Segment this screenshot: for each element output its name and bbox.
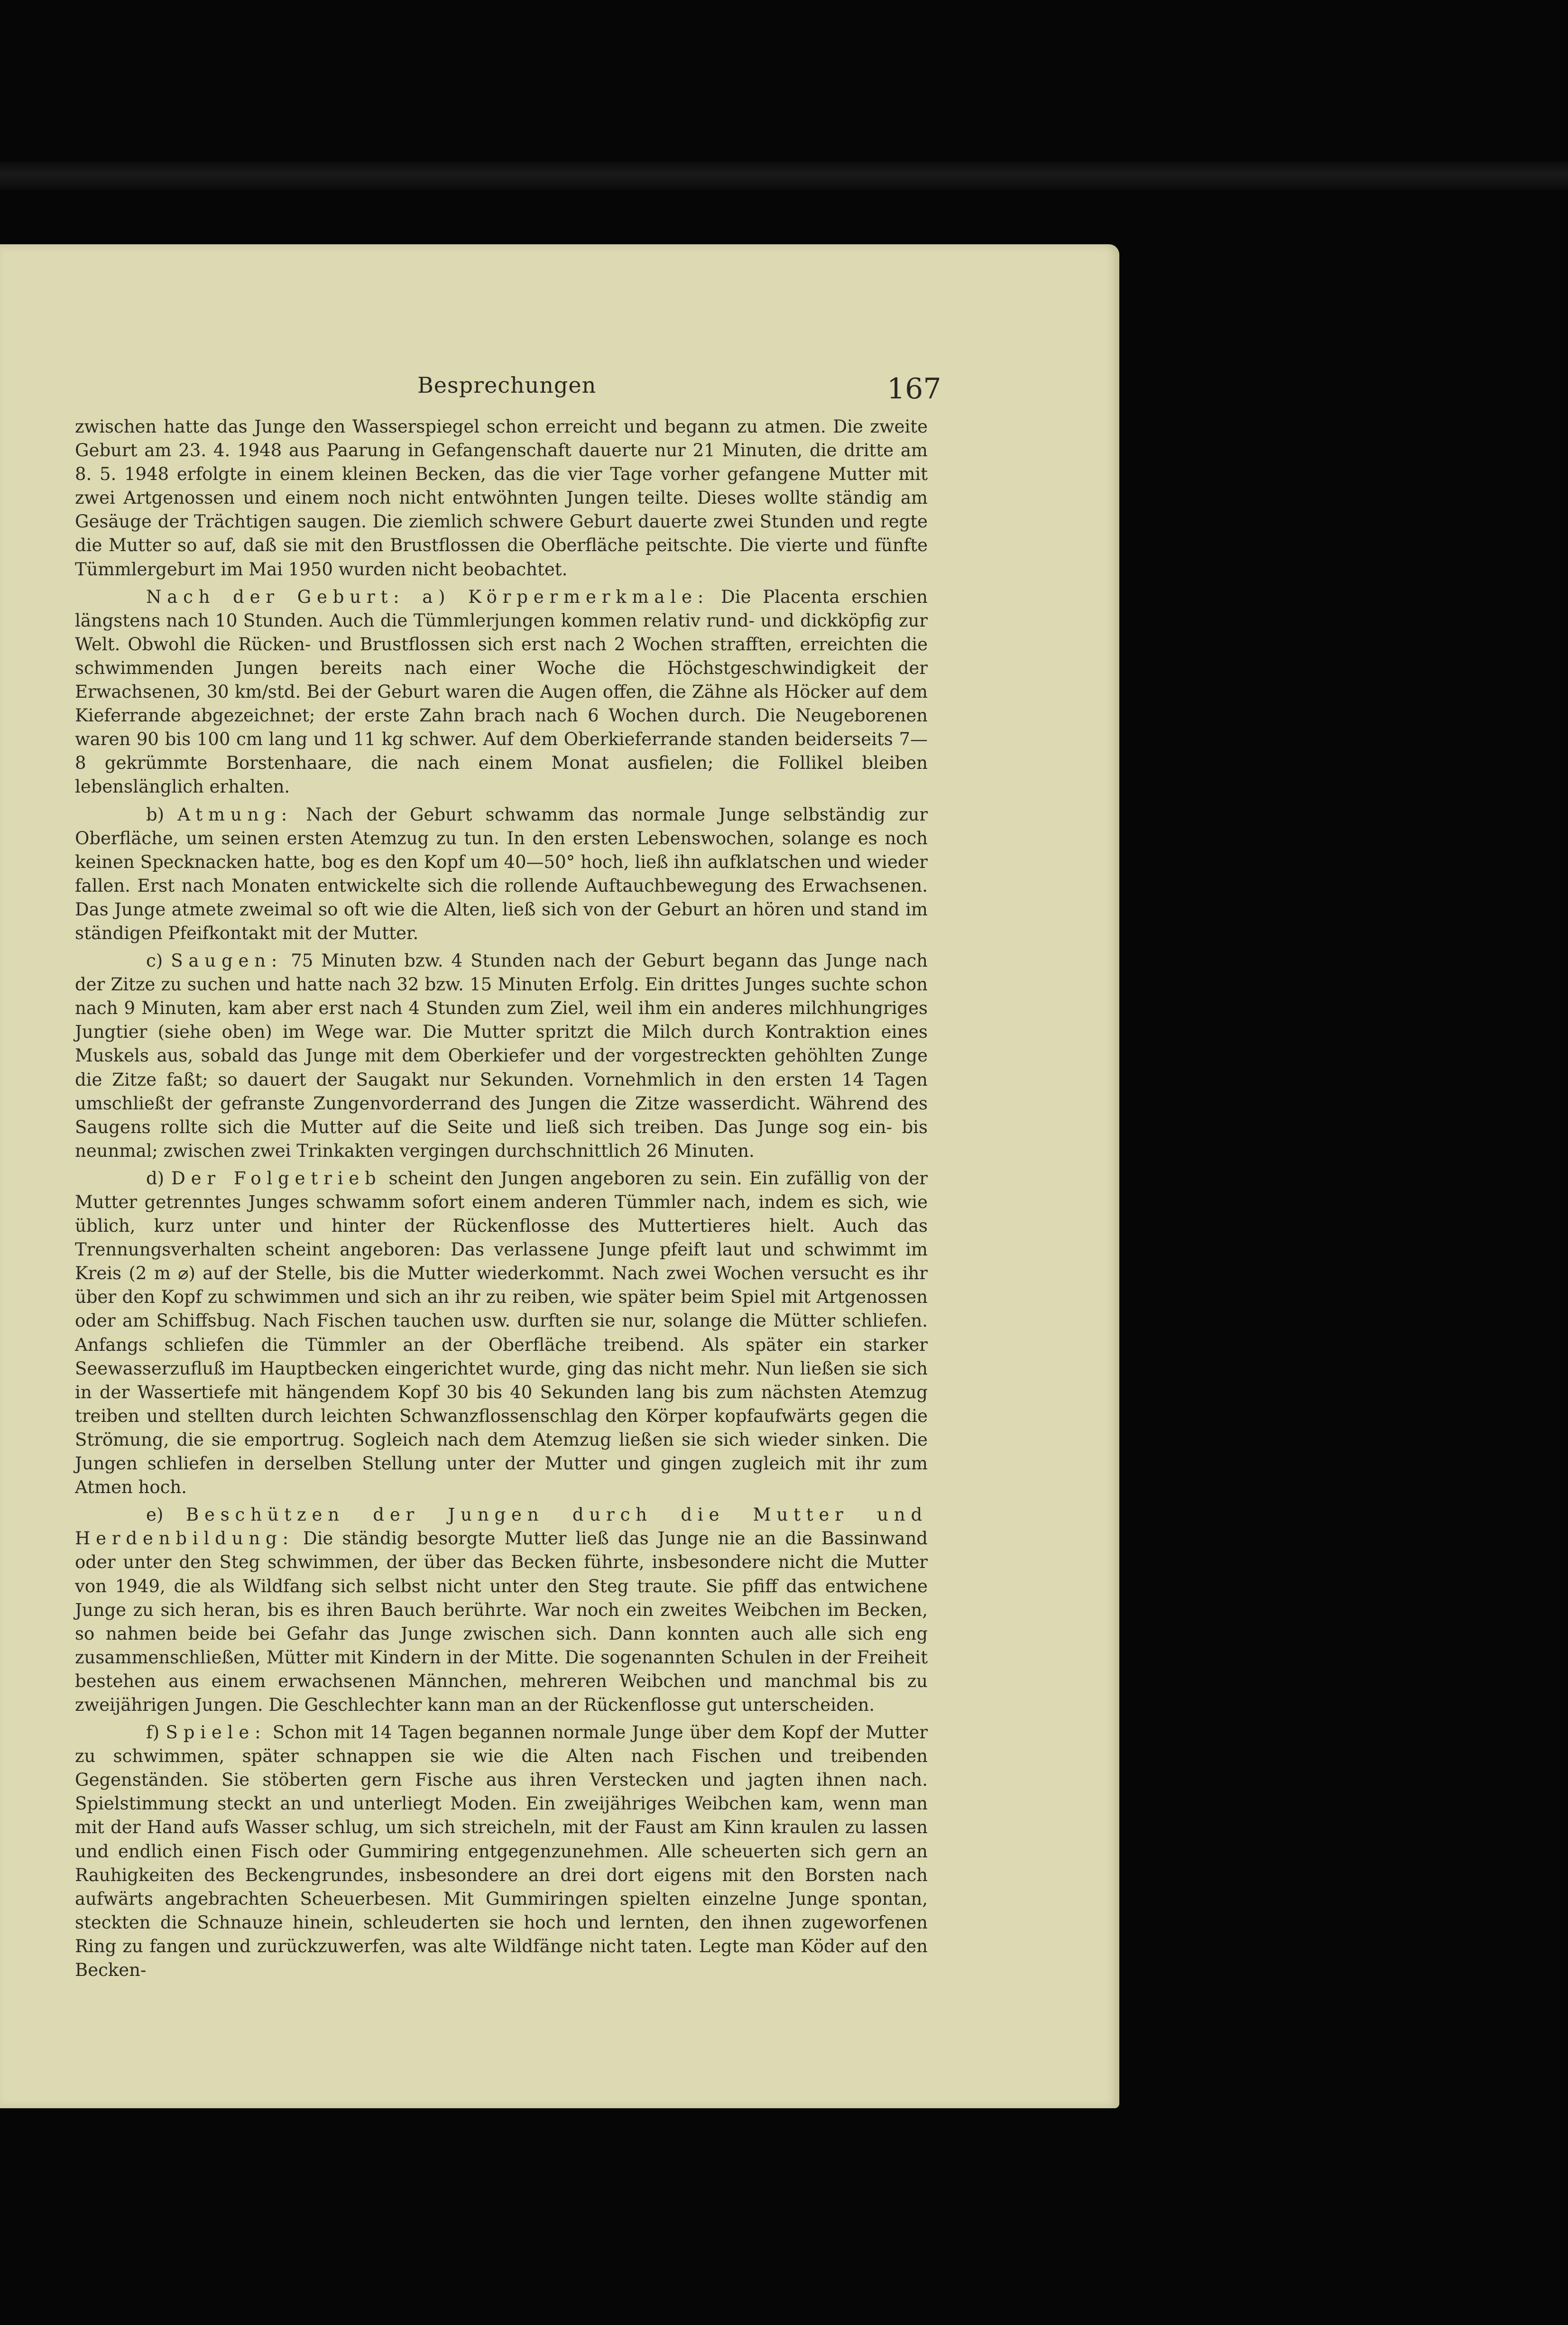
scanner-edge-strip (0, 161, 1568, 190)
paragraph-text: Die Placenta erschien längstens nach 10 Stunden. Auch die Tümmlerjungen kommen relativ rund- und dickköpfig zur Welt. Obwohl die Rücken- und Brustflossen sich erst nach 2 Wochen strafften, erreichten die schwimmenden Jungen bereits nach einer Woche die Höchstgeschwindigkeit der Erwachsenen, 30 km/std. Bei der Geburt waren die Augen offen, die Zähne als Höcker auf dem Kieferrande abgezeichnet; der erste Zahn brach nach 6 Wochen durch. Die Neugeborenen waren 90 bis 100 cm lang und 11 kg schwer. Auf dem Oberkieferrande standen beiderseits 7—8 gekrümmte Borstenhaare, die nach einem Monat ausfielen; die Follikel bleiben lebenslänglich erhalten. (75, 586, 928, 797)
paragraph-folgetrieb (75, 1167, 928, 1499)
paragraph-atmung (75, 803, 928, 946)
spaced-heading: Spiele: (166, 1722, 267, 1743)
paragraph-text: scheint den Jungen angeboren zu sein. Ein zufällig von der Mutter getrenntes Junges schwamm sofort einem anderen Tümmler nach, indem es sich, wie üblich, kurz unter und hinter der Rückenflosse des Muttertieres hielt. Auch das Trennungsverhalten scheint angeboren: Das verlassene Junge pfeift laut und schwimmt im Kreis (2 m ⌀) auf der Stelle, bis die Mutter wiederkommt. Nach zwei Wochen versucht es ihr über den Kopf zu schwimmen und sich an ihr zu reiben, wie später beim Spiel mit Artgenossen oder am Schiffsbug. Nach Fischen tauchen usw. durften sie nur, solange die Mütter schliefen. Anfangs schliefen die Tümmler an der Oberfläche treibend. Als später ein starker Seewasserzufluß im Hauptbecken eingerichtet wurde, ging das nicht mehr. Nun ließen sie sich in der Wassertiefe mit hängendem Kopf 30 bis 40 Sekunden lang bis zum nächsten Atemzug treiben und stellten durch leichten Schwanzflossenschlag den Körper kopfaufwärts gegen die Strömung, die sie emportrug. Sogleich nach dem Atemzug ließen sie sich wieder sinken. Die Jungen schliefen in derselben Stellung unter der Mutter und gingen zugleich mit ihr zum Atmen hoch. (75, 1168, 928, 1498)
page-number: 167 (887, 372, 941, 406)
spaced-heading: Saugen: (171, 950, 283, 971)
paragraph-lead: c) (146, 950, 171, 971)
paragraph-lead: e) (146, 1504, 186, 1525)
paragraph-text: Nach der Geburt schwamm das normale Junge selbständig zur Oberfläche, um seinen ersten Atemzug zu tun. In den ersten Lebenswochen, solange es noch keinen Specknacken hatte, bog es den Kopf um 40—50° hoch, ließ ihn aufklatschen und wieder fallen. Erst nach Monaten entwickelte sich die rollende Auftauchbewegung des Erwachsenen. Das Junge atmete zweimal so oft wie die Alten, ließ sich von der Geburt an hören und stand im ständigen Pfeifkontakt mit der Mutter. (75, 804, 928, 943)
spaced-heading: Nach der Geburt: a) Körpermerkmale: (146, 586, 710, 607)
paragraph-spiele (75, 1721, 928, 1982)
paragraph-text: 75 Minuten bzw. 4 Stunden nach der Geburt begann das Junge nach der Zitze zu suchen und hatte nach 32 bzw. 15 Minuten Erfolg. Ein drittes Junges suchte schon nach 9 Minuten, kam aber erst nach 4 Stunden zum Ziel, weil ihm ein anderes milchhungriges Jungtier (siehe oben) im Wege war. Die Mutter spritzt die Milch durch Kontraktion eines Muskels aus, sobald das Junge mit dem Oberkiefer und der vorgestreckten gehöhlten Zunge die Zitze faßt; so dauert der Saugakt nur Sekunden. Vornehmlich in den ersten 14 Tagen umschließt der gefranste Zungenvorderrand des Jungen die Zitze wasserdicht. Während des Saugens rollte sich die Mutter auf die Seite und ließ sich treiben. Das Junge sog ein- bis neunmal; zwischen zwei Trinkakten vergingen durchschnittlich 26 Minuten. (75, 950, 928, 1161)
spaced-heading: Beschützen der Jungen durch die Mutter und Herdenbildung: (75, 1504, 928, 1549)
paragraph-herdenbildung (75, 1503, 928, 1717)
paragraph-text: Schon mit 14 Tagen begannen normale Junge über dem Kopf der Mutter zu schwimmen, später schnappen sie wie die Alten nach Fischen und treibenden Gegenständen. Sie stöberten gern Fische aus ihren Verstecken und jagten ihnen nach. Spielstimmung steckt an und unterliegt Moden. Ein zweijähriges Weibchen kam, wenn man mit der Hand aufs Wasser schlug, um sich streicheln, mit der Faust am Kinn kraulen zu lassen und endlich einen Fisch oder Gummiring entgegenzunehmen. Alle scheuerten sich gern an Rauhigkeiten des Beckengrundes, insbesondere an drei dort eigens mit den Borsten nach aufwärts angebrachten Scheuerbesen. Mit Gummiringen spielten einzelne Junge spontan, steckten die Schnauze hinein, schleuderten sie hoch und lernten, den ihnen zugeworfenen Ring zu fangen und zurückzuwerfen, was alte Wildfänge nicht taten. Legte man Köder auf den Becken- (75, 1722, 928, 1980)
paragraph-lead: f) (146, 1722, 166, 1743)
paragraph-saugen (75, 949, 928, 1163)
paragraph-lead: b) (146, 804, 178, 825)
paragraph-text: Die ständig besorgte Mutter ließ das Junge nie an die Bassinwand oder unter den Steg schwimmen, der über das Becken führte, insbesondere nicht die Mutter von 1949, die als Wildfang sich selbst nicht unter den Steg traute. Sie pfiff das entwichene Junge zu sich heran, bis es ihren Bauch berührte. War noch ein zweites Weibchen im Becken, so nahmen beide bei Gefahr das Junge zwischen sich. Dann konnten auch alle sich eng zusammenschließen, Mütter mit Kindern in der Mitte. Die sogenannten Schulen in der Freiheit bestehen aus einem erwachsenen Männchen, mehreren Weibchen und manchmal bis zu zweijährigen Jungen. Die Geschlechter kann man an der Rückenflosse gut unterscheiden. (75, 1528, 928, 1715)
paragraph-lead: d) (146, 1168, 172, 1189)
running-title: Besprechungen (417, 372, 597, 398)
spaced-heading: Der Folgetrieb (171, 1168, 382, 1189)
book-page (0, 244, 1119, 2108)
paragraph-continuation (75, 415, 928, 581)
body-text (75, 415, 928, 1982)
spaced-heading: Atmung: (177, 804, 293, 825)
paragraph-text: zwischen hatte das Junge den Wasserspiegel schon erreicht und begann zu atmen. Die zweite Geburt am 23. 4. 1948 aus Paarung in Gefangenschaft dauerte nur 21 Minuten, die dritte am 8. 5. 1948 erfolgte in einem kleinen Becken, das die vier Tage vorher gefangene Mutter mit zwei Artgenossen und einem noch nicht entwöhnten Jungen teilte. Dieses wollte ständig am Gesäuge der Trächtigen saugen. Die ziemlich schwere Geburt dauerte zwei Stunden und regte die Mutter so auf, daß sie mit den Brustflossen die Oberfläche peitschte. Die vierte und fünfte Tümmlergeburt im Mai 1950 wurden nicht beobachtet. (75, 416, 928, 580)
paragraph-koerpermerkmale (75, 585, 928, 799)
